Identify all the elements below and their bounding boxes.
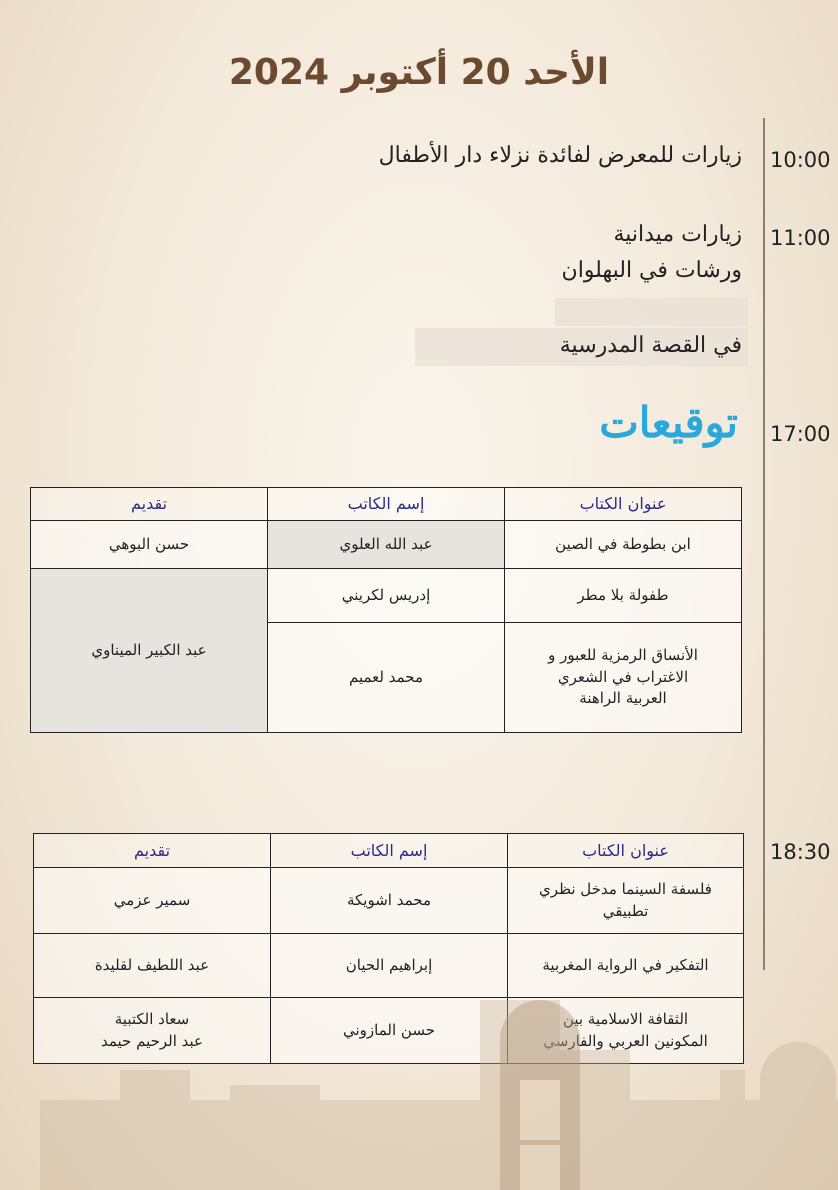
signings-heading: توقيعات xyxy=(599,398,738,447)
header-author: إسم الكاتب xyxy=(271,834,508,868)
time-1100: 11:00 xyxy=(770,226,831,250)
header-book-title: عنوان الكتاب xyxy=(508,834,744,868)
book-title-cell xyxy=(505,623,742,733)
presenter-cell: حسن البوهي xyxy=(31,521,268,569)
book-title-line: الاغتراب في الشعري xyxy=(557,667,689,686)
table-header-row xyxy=(34,834,744,868)
presenter-line: عبد الرحيم حيمد xyxy=(100,1031,204,1050)
time-1700: 17:00 xyxy=(770,422,831,446)
book-title-line: فلسفة السينما مدخل نظري xyxy=(539,879,712,898)
header-book-title: عنوان الكتاب xyxy=(505,488,742,521)
table-row xyxy=(34,868,744,934)
table-header-row xyxy=(31,488,742,521)
book-title-cell: طفولة بلا مطر xyxy=(505,569,742,623)
author-cell: محمد اشويكة xyxy=(271,868,508,934)
presenter-cell: عبد اللطيف لقليدة xyxy=(34,934,271,998)
presenter-cell: عبد الكبير الميناوي xyxy=(31,569,268,733)
page-title: الأحد 20 أكتوبر 2024 xyxy=(228,52,610,93)
book-title-cell xyxy=(508,868,744,934)
table-row xyxy=(31,521,742,569)
time-1830: 18:30 xyxy=(770,840,831,864)
time-1000: 10:00 xyxy=(770,148,831,172)
event-children-visit: زيارات للمعرض لفائدة نزلاء دار الأطفال xyxy=(378,143,742,168)
header-presenter: تقديم xyxy=(31,488,268,521)
book-title-line: المكونين العربي والفارسي xyxy=(543,1031,708,1050)
presenter-line: سعاد الكتبية xyxy=(114,1009,190,1028)
author-cell: إدريس لكريني xyxy=(268,569,505,623)
book-title-line: العربية الراهنة xyxy=(579,689,667,708)
city-skyline-decoration xyxy=(0,930,838,1190)
timeline-divider xyxy=(763,118,765,970)
table-row xyxy=(31,569,742,623)
book-title-line: الأنساق الرمزية للعبور و xyxy=(548,645,698,664)
book-title-cell: ابن بطوطة في الصين xyxy=(505,521,742,569)
presenter-cell: سمير عزمي xyxy=(34,868,271,934)
author-cell: إبراهيم الحيان xyxy=(271,934,508,998)
shaded-band xyxy=(555,298,748,326)
event-workshops: ورشات في البهلوان xyxy=(561,258,742,283)
header-author: إسم الكاتب xyxy=(268,488,505,521)
author-cell: عبد الله العلوي xyxy=(268,521,505,569)
event-school-story: في القصة المدرسية xyxy=(559,333,742,358)
book-title-line: الثقافة الاسلامية بين xyxy=(562,1009,689,1028)
book-title-cell: التفكير في الرواية المغربية xyxy=(508,934,744,998)
book-title-line: تطبيقي xyxy=(602,901,649,920)
event-field-visits: زيارات ميدانية xyxy=(613,222,742,247)
author-cell: حسن المازوني xyxy=(271,998,508,1064)
header-presenter: تقديم xyxy=(34,834,271,868)
signings-table-1 xyxy=(30,487,742,733)
author-cell: محمد لعميم xyxy=(268,623,505,733)
